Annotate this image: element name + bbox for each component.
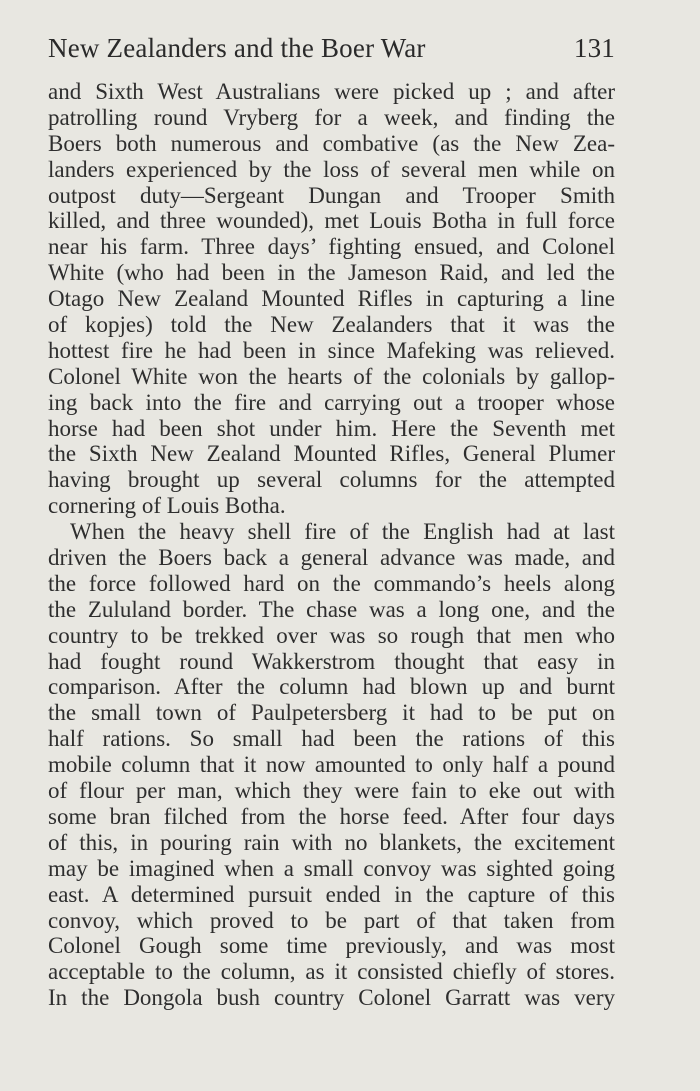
text-line: outpost duty—Sergeant Dungan and Trooper Smith (48, 182, 615, 208)
running-title: New Zealanders and the Boer War (48, 33, 426, 63)
text-line: Otago New Zealand Mounted Rifles in capturing a line (48, 286, 615, 312)
running-header (48, 33, 615, 67)
text-line: horse had been shot under him. Here the Seventh met (48, 415, 615, 441)
text-line: driven the Boers back a general advance was made, and (48, 545, 615, 571)
text-line: having brought up several columns for the attempted (48, 467, 615, 493)
text-line: When the heavy shell fire of the English had at last (70, 519, 615, 545)
text-line: hottest fire he had been in since Mafeking was relieved. (48, 337, 615, 363)
text-line: half rations. So small had been the rations of this (48, 726, 615, 752)
text-line: acceptable to the column, as it consisted chiefly of stores. (48, 959, 615, 985)
text-line: some bran filched from the horse feed. After four days (48, 803, 615, 829)
text-line: of kopjes) told the New Zealanders that it was the (48, 312, 615, 338)
text-line: of this, in pouring rain with no blankets, the excitement (48, 829, 615, 855)
text-line: near his farm. Three days’ fighting ensued, and Colonel (48, 234, 615, 260)
text-line: In the Dongola bush country Colonel Garratt was very (48, 985, 615, 1011)
text-line: cornering of Louis Botha. (48, 493, 286, 519)
text-line: the Sixth New Zealand Mounted Rifles, General Plumer (48, 441, 615, 467)
text-line: Colonel White won the hearts of the colonials by gallop- (48, 363, 615, 389)
text-line: mobile column that it now amounted to only half a pound (48, 752, 615, 778)
text-line: may be imagined when a small convoy was sighted going (48, 855, 615, 881)
text-line: country to be trekked over was so rough that men who (48, 622, 615, 648)
text-line: had fought round Wakkerstrom thought that easy in (48, 648, 615, 674)
text-line: east. A determined pursuit ended in the capture of this (48, 881, 615, 907)
text-line: killed, and three wounded), met Louis Botha in full force (48, 208, 615, 234)
text-line: landers experienced by the loss of several men while on (48, 156, 615, 182)
text-line: the small town of Paulpetersberg it had to be put on (48, 700, 615, 726)
text-line: comparison. After the column had blown up and burnt (48, 674, 615, 700)
text-line: Boers both numerous and combative (as the New Zea- (48, 130, 615, 156)
text-line: ing back into the fire and carrying out a trooper whose (48, 389, 615, 415)
text-line: patrolling round Vryberg for a week, and finding the (48, 104, 615, 130)
page-number: 131 (573, 33, 615, 63)
text-line: White (who had been in the Jameson Raid, and led the (48, 260, 615, 286)
body-text (48, 79, 615, 1011)
text-line: the force followed hard on the commando’s heels along (48, 570, 615, 596)
text-line: of flour per man, which they were fain to eke out with (48, 778, 615, 804)
text-line: and Sixth West Australians were picked up ; and after (48, 79, 615, 104)
text-line: the Zululand border. The chase was a long one, and the (48, 596, 615, 622)
text-line: Colonel Gough some time previously, and was most (48, 933, 615, 959)
text-line: convoy, which proved to be part of that taken from (48, 907, 615, 933)
